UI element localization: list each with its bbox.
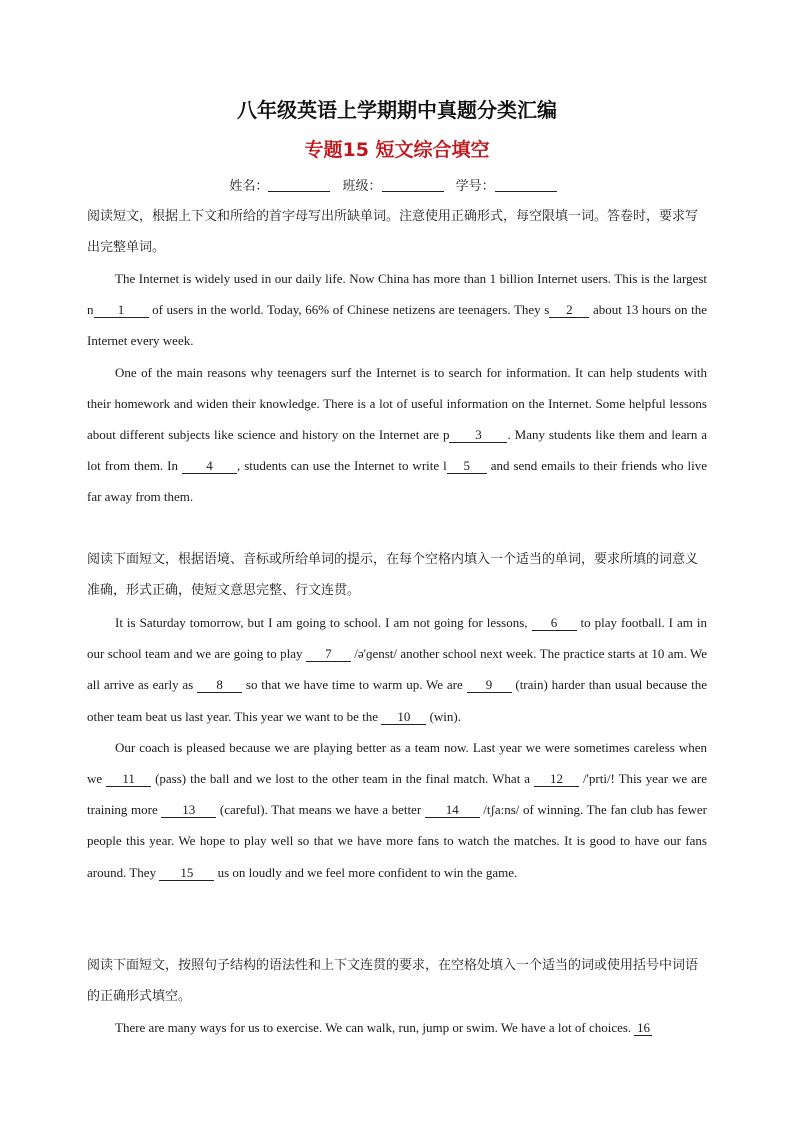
document-title: 八年级英语上学期期中真题分类汇编 <box>237 98 557 122</box>
passage-text: to play football. I am in our school team and we are going to play <box>87 615 707 662</box>
name-field[interactable] <box>268 179 330 192</box>
class-field[interactable] <box>382 179 444 192</box>
passage-text: (win). <box>426 708 461 724</box>
passage-text: , students can use the Internet to write l <box>236 458 447 474</box>
passage-text: The Internet is widely used in our daily life. Now China has more than 1 billion Internet users. This is the largest n <box>87 271 707 318</box>
name-label: 姓名： <box>229 179 269 194</box>
answer-blank-15[interactable]: 15 <box>159 866 214 881</box>
passage-text: . Many students like them and learn a lot from them. In <box>87 427 707 474</box>
section2-instruction: 阅读下面短文，根据语境、音标或所给单词的提示，在每个空格内填入一个适当的单词，要求所填的词意义准确，形式正确，使短文意思完整、行文连贯。 <box>87 552 699 598</box>
answer-blank-7[interactable]: 7 <box>306 647 351 662</box>
document-subtitle: 专题15 短文综合填空 <box>304 139 490 161</box>
answer-blank-13[interactable]: 13 <box>161 803 216 818</box>
answer-blank-12[interactable]: 12 <box>534 772 579 787</box>
section2-paragraph-2 <box>87 732 707 888</box>
answer-blank-8[interactable]: 8 <box>197 678 242 693</box>
section3-instruction: 阅读下面短文，按照句子结构的语法性和上下文连贯的要求，在空格处填入一个适当的词或使用括号中词语的正确形式填空。 <box>87 958 699 1004</box>
section3-paragraph-1 <box>87 1012 707 1043</box>
passage-text: (pass) the ball and we lost to the other team in the final match. What a <box>151 771 534 787</box>
answer-blank-6[interactable]: 6 <box>532 616 577 631</box>
answer-blank-11[interactable]: 11 <box>106 772 151 787</box>
student-info-line <box>0 175 794 194</box>
answer-blank-16[interactable]: 16 <box>634 1021 652 1036</box>
passage-text: /ə'ɡenst/ another school next week. The practice starts at 10 am. We all arrive as early as <box>87 646 707 693</box>
id-label: 学号： <box>455 179 495 194</box>
section1-paragraph-2 <box>87 357 707 513</box>
passage-text: about 13 hours on the Internet every week. <box>87 302 707 349</box>
answer-blank-2[interactable]: 2 <box>549 303 589 318</box>
passage-text: There are many ways for us to exercise. We can walk, run, jump or swim. We have a lot of choices. <box>115 1020 635 1035</box>
section1-instruction: 阅读短文，根据上下文和所给的首字母写出所缺单词。注意使用正确形式，每空限填一词。答卷时，要求写出完整单词。 <box>87 209 699 255</box>
passage-text: /tʃa:ns/ of winning. The fan club has fewer people this year. We hope to play well so that we have more fans to watch the matches. It is good to have our fans around. They <box>87 802 707 880</box>
section2-passage <box>87 607 707 888</box>
passage-text: (careful). That means we have a better <box>216 802 425 818</box>
passage-text: so that we have time to warm up. We are <box>242 677 467 693</box>
answer-blank-9[interactable]: 9 <box>467 678 512 693</box>
passage-text: Our coach is pleased because we are playing better as a team now. Last year we were sometimes careless when we <box>87 739 707 787</box>
answer-blank-14[interactable]: 14 <box>425 803 480 818</box>
passage-text: It is Saturday tomorrow, but I am going to school. I am not going for lessons, <box>115 615 532 630</box>
class-label: 班级： <box>342 179 382 194</box>
answer-blank-1[interactable]: 1 <box>94 303 149 318</box>
passage-text: One of the main reasons why teenagers surf the Internet is to search for information. It can help students with their homework and widen their knowledge. There is a lot of useful information on the Internet. Some helpful lessons about different subjects like science and history on the Internet are p <box>87 364 707 443</box>
answer-blank-3[interactable]: 3 <box>449 428 507 443</box>
section1-passage <box>87 263 707 513</box>
section3-passage <box>87 1012 707 1043</box>
id-field[interactable] <box>495 179 557 192</box>
passage-text: of users in the world. Today, 66% of Chinese netizens are teenagers. They s <box>148 302 550 318</box>
passage-text: /'prti/! This year we are training more <box>87 771 707 818</box>
section1-paragraph-1 <box>87 263 707 357</box>
section2-paragraph-1 <box>87 607 707 732</box>
passage-text: us on loudly and we feel more confident to win the game. <box>214 864 518 880</box>
answer-blank-10[interactable]: 10 <box>381 710 426 725</box>
answer-blank-5[interactable]: 5 <box>447 459 487 474</box>
passage-text: (train) harder than usual because the other team beat us last year. This year we want to be the <box>87 677 707 724</box>
answer-blank-4[interactable]: 4 <box>182 459 237 474</box>
passage-text: and send emails to their friends who live far away from them. <box>87 458 707 505</box>
